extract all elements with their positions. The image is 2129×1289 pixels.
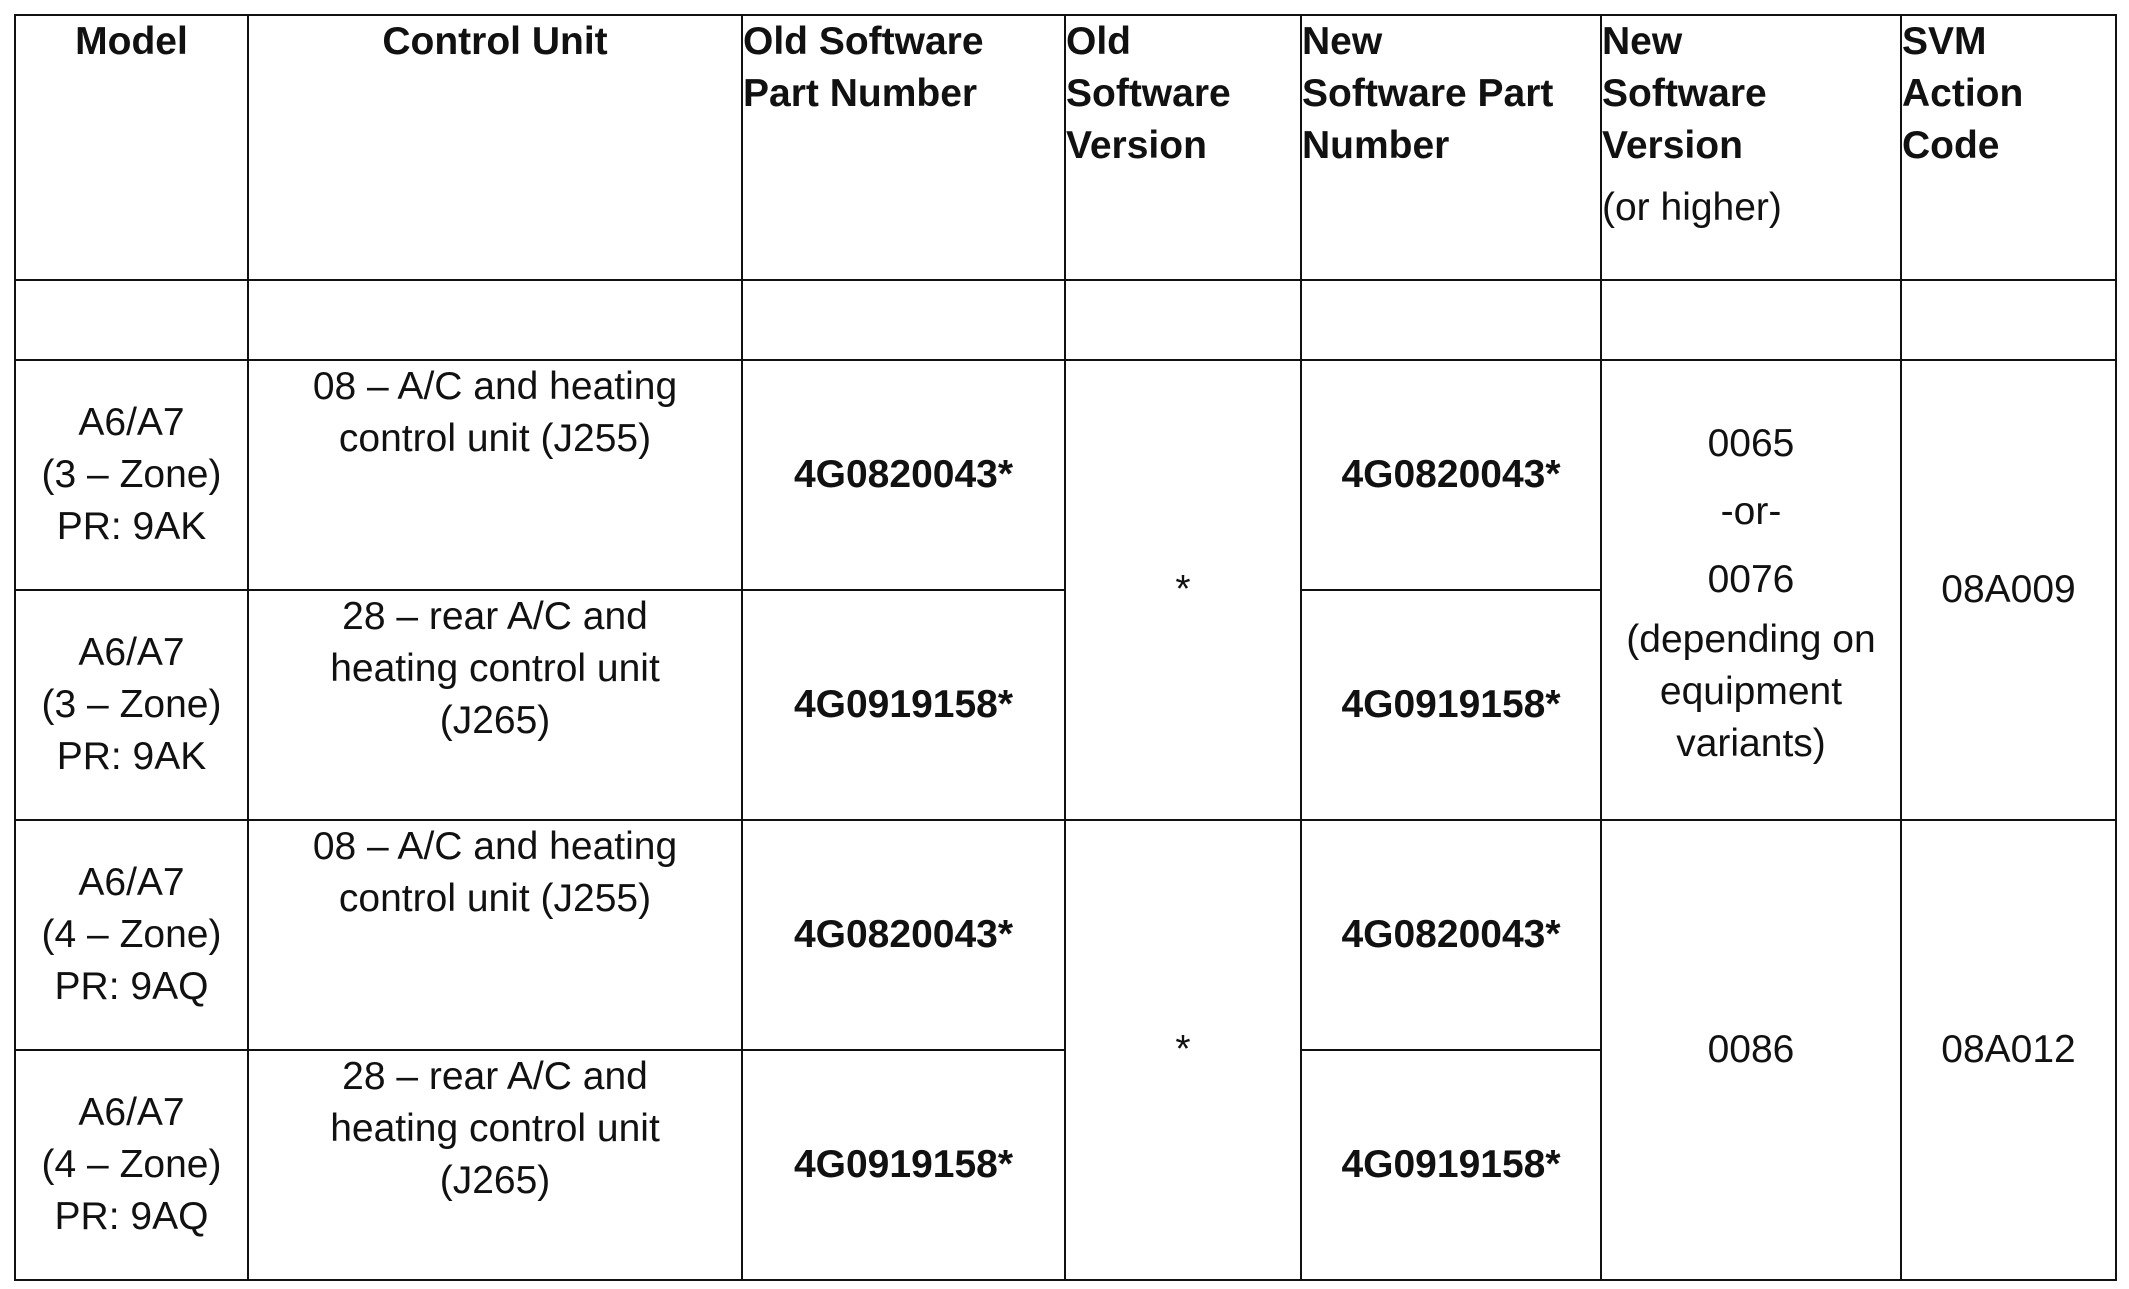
control-unit-line: 08 – A/C and heating — [312, 365, 678, 408]
model-line: PR: 9AQ — [54, 1195, 209, 1238]
empty-cell — [742, 280, 1065, 360]
header-old-software-part-number — [742, 15, 1065, 280]
control-unit-line: 28 – rear A/C and — [342, 1055, 648, 1098]
header-line: Old Software — [743, 20, 984, 63]
control-unit-line: (J265) — [439, 699, 551, 742]
empty-cell — [248, 280, 742, 360]
new-part-number-cell: 4G0919158* — [1301, 1050, 1601, 1280]
model-cell — [15, 360, 248, 590]
header-line: New — [1602, 20, 1683, 63]
new-part-number-cell: 4G0820043* — [1301, 360, 1601, 590]
version-line: variants) — [1676, 722, 1826, 765]
control-unit-cell — [248, 590, 742, 820]
control-unit-line: 28 – rear A/C and — [342, 595, 648, 638]
header-line: Version — [1602, 124, 1743, 167]
software-version-table — [14, 14, 2117, 1281]
model-line: A6/A7 — [78, 401, 185, 444]
control-unit-line: control unit (J255) — [338, 877, 652, 920]
new-part-number-cell: 4G0820043* — [1301, 820, 1601, 1050]
model-line: A6/A7 — [78, 861, 185, 904]
header-line: Software — [1602, 72, 1767, 115]
header-model-label: Model — [75, 20, 188, 63]
header-line: Old — [1066, 20, 1131, 63]
model-line: (3 – Zone) — [41, 453, 222, 496]
new-software-version-cell: 0086 — [1601, 820, 1901, 1280]
empty-cell — [1065, 280, 1301, 360]
model-line: (3 – Zone) — [41, 683, 222, 726]
control-unit-line: 08 – A/C and heating — [312, 825, 678, 868]
model-line: A6/A7 — [78, 1091, 185, 1134]
empty-cell — [1601, 280, 1901, 360]
table-row — [15, 360, 2116, 590]
header-line: Part Number — [743, 72, 978, 115]
control-unit-line: heating control unit — [330, 647, 660, 690]
model-cell — [15, 1050, 248, 1280]
control-unit-line: (J265) — [439, 1159, 551, 1202]
model-line: A6/A7 — [78, 631, 185, 674]
new-part-number-cell: 4G0919158* — [1301, 590, 1601, 820]
empty-cell — [1301, 280, 1601, 360]
empty-cell — [15, 280, 248, 360]
control-unit-cell — [248, 820, 742, 1050]
new-software-version-cell — [1601, 360, 1901, 820]
svm-action-code-cell: 08A012 — [1901, 820, 2116, 1280]
version-line: 0076 — [1707, 558, 1795, 601]
model-line: (4 – Zone) — [41, 913, 222, 956]
header-model — [15, 15, 248, 280]
old-part-number-cell: 4G0919158* — [742, 1050, 1065, 1280]
header-line: Software — [1066, 72, 1231, 115]
old-part-number-cell: 4G0919158* — [742, 590, 1065, 820]
header-line: Number — [1302, 124, 1450, 167]
header-new-software-version — [1601, 15, 1901, 280]
old-part-number-cell: 4G0820043* — [742, 360, 1065, 590]
control-unit-line: heating control unit — [330, 1107, 660, 1150]
model-line: PR: 9AQ — [54, 965, 209, 1008]
model-cell — [15, 820, 248, 1050]
control-unit-cell — [248, 360, 742, 590]
table-row — [15, 820, 2116, 1050]
version-line: (depending on — [1626, 618, 1876, 661]
header-old-software-version — [1065, 15, 1301, 280]
control-unit-line: control unit (J255) — [338, 417, 652, 460]
header-row — [15, 15, 2116, 280]
version-line: equipment — [1659, 670, 1843, 713]
model-line: (4 – Zone) — [41, 1143, 222, 1186]
old-part-number-cell: 4G0820043* — [742, 820, 1065, 1050]
model-line: PR: 9AK — [56, 505, 207, 548]
header-line: Software Part — [1302, 72, 1554, 115]
header-line: Code — [1902, 124, 2000, 167]
header-note: (or higher) — [1602, 186, 1782, 229]
header-line: SVM — [1902, 20, 1987, 63]
header-line: Version — [1066, 124, 1207, 167]
header-new-software-part-number — [1301, 15, 1601, 280]
model-line: PR: 9AK — [56, 735, 207, 778]
header-svm-action-code — [1901, 15, 2116, 280]
header-line: New — [1302, 20, 1383, 63]
old-software-version-cell: * — [1065, 360, 1301, 820]
old-software-version-cell: * — [1065, 820, 1301, 1280]
model-cell — [15, 590, 248, 820]
version-line: 0065 — [1707, 422, 1795, 465]
control-unit-cell — [248, 1050, 742, 1280]
empty-cell — [1901, 280, 2116, 360]
header-line: Action — [1902, 72, 2024, 115]
empty-row — [15, 280, 2116, 360]
version-line: -or- — [1720, 490, 1782, 533]
header-control-unit-label: Control Unit — [382, 20, 608, 63]
svm-action-code-cell: 08A009 — [1901, 360, 2116, 820]
header-control-unit — [248, 15, 742, 280]
